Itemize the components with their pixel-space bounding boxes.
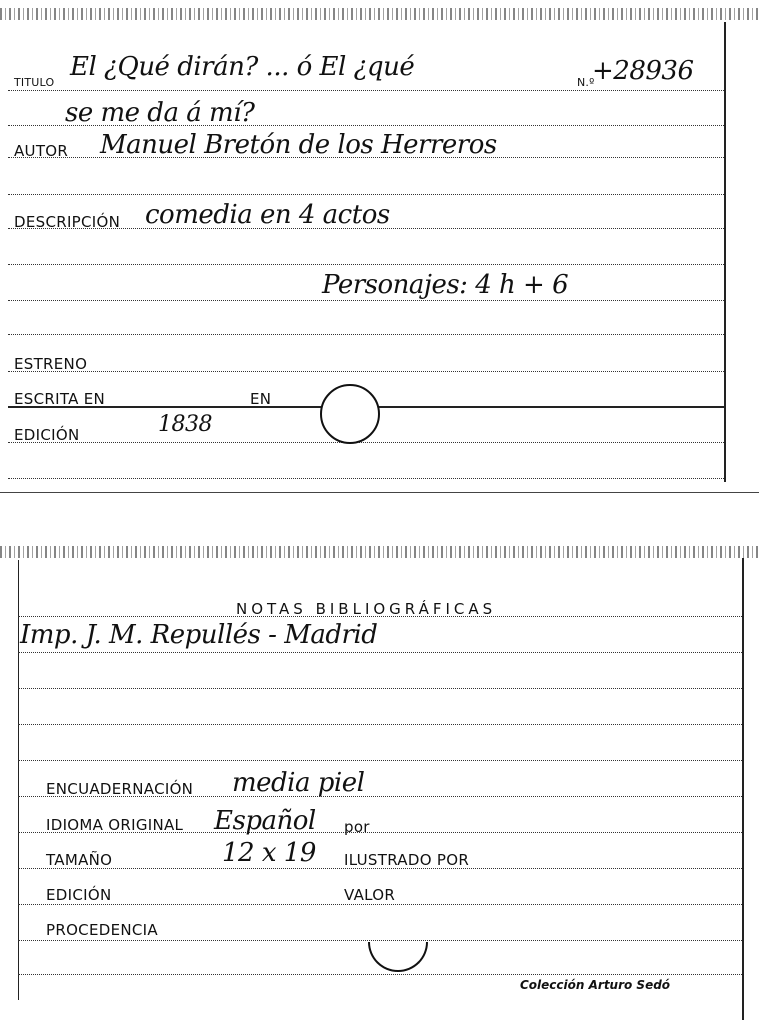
handwritten-description: comedia en 4 actos xyxy=(145,200,390,230)
label-ilustrado-por: ILUSTRADO POR xyxy=(344,851,470,869)
card-separator xyxy=(0,492,759,493)
notes-heading: NOTAS BIBLIOGRÁFICAS xyxy=(236,600,497,618)
label-en: EN xyxy=(250,390,272,408)
label-descripcion: DESCRIPCIÓN xyxy=(14,213,121,231)
card-left-margin xyxy=(18,560,19,1000)
handwritten-title-line1: El ¿Qué dirán? ... ó El ¿qué xyxy=(70,52,415,82)
ruled-line xyxy=(8,194,724,195)
ruled-line xyxy=(18,616,742,617)
ruled-line xyxy=(8,264,724,265)
label-numero: N.º xyxy=(577,76,595,89)
handwritten-title-line2: se me da á mí? xyxy=(65,98,255,128)
catalog-card-back xyxy=(0,540,759,1028)
label-por: por xyxy=(344,818,370,836)
ruled-line xyxy=(18,760,742,761)
ruled-line xyxy=(8,300,724,301)
ruled-line xyxy=(8,478,724,479)
label-valor: VALOR xyxy=(344,886,396,904)
card-top-edge xyxy=(0,8,759,20)
handwritten-language: Español xyxy=(214,806,316,836)
collection-credit: Colección Arturo Sedó xyxy=(520,978,671,992)
label-titulo: TITULO xyxy=(14,76,55,89)
ruled-line xyxy=(18,940,742,941)
label-edicion-2: EDICIÓN xyxy=(46,886,112,904)
handwritten-edition-year: 1838 xyxy=(158,412,212,437)
label-edicion: EDICIÓN xyxy=(14,426,80,444)
card-right-margin xyxy=(724,22,726,482)
label-encuadernacion: ENCUADERNACIÓN xyxy=(46,780,194,798)
ruled-line xyxy=(8,90,724,91)
label-idioma-original: IDIOMA ORIGINAL xyxy=(46,816,184,834)
ruled-line xyxy=(8,442,724,443)
ruled-line xyxy=(18,974,742,975)
catalog-card-front xyxy=(0,0,759,500)
label-procedencia: PROCEDENCIA xyxy=(46,921,158,939)
ruled-line xyxy=(8,371,724,372)
handwritten-characters: Personajes: 4 h + 6 xyxy=(322,270,569,300)
ruled-line xyxy=(8,334,724,335)
handwritten-binding: media piel xyxy=(232,768,365,798)
label-escrita-en: ESCRITA EN xyxy=(14,390,106,408)
ruled-line xyxy=(18,724,742,725)
handwritten-catalog-number: +28936 xyxy=(592,56,694,86)
ruled-line xyxy=(18,904,742,905)
card-right-margin xyxy=(742,558,744,1020)
handwritten-printer: Imp. J. M. Repullés - Madrid xyxy=(20,620,378,650)
label-autor: AUTOR xyxy=(14,142,69,160)
card-top-edge xyxy=(0,546,759,558)
label-estreno: ESTRENO xyxy=(14,355,88,373)
handwritten-author: Manuel Bretón de los Herreros xyxy=(100,130,497,160)
ruled-line xyxy=(18,652,742,653)
handwritten-size: 12 x 19 xyxy=(222,838,316,868)
punch-hole xyxy=(320,384,380,444)
punch-hole xyxy=(368,942,428,972)
ruled-line xyxy=(18,688,742,689)
label-tamano: TAMAÑO xyxy=(46,851,113,869)
